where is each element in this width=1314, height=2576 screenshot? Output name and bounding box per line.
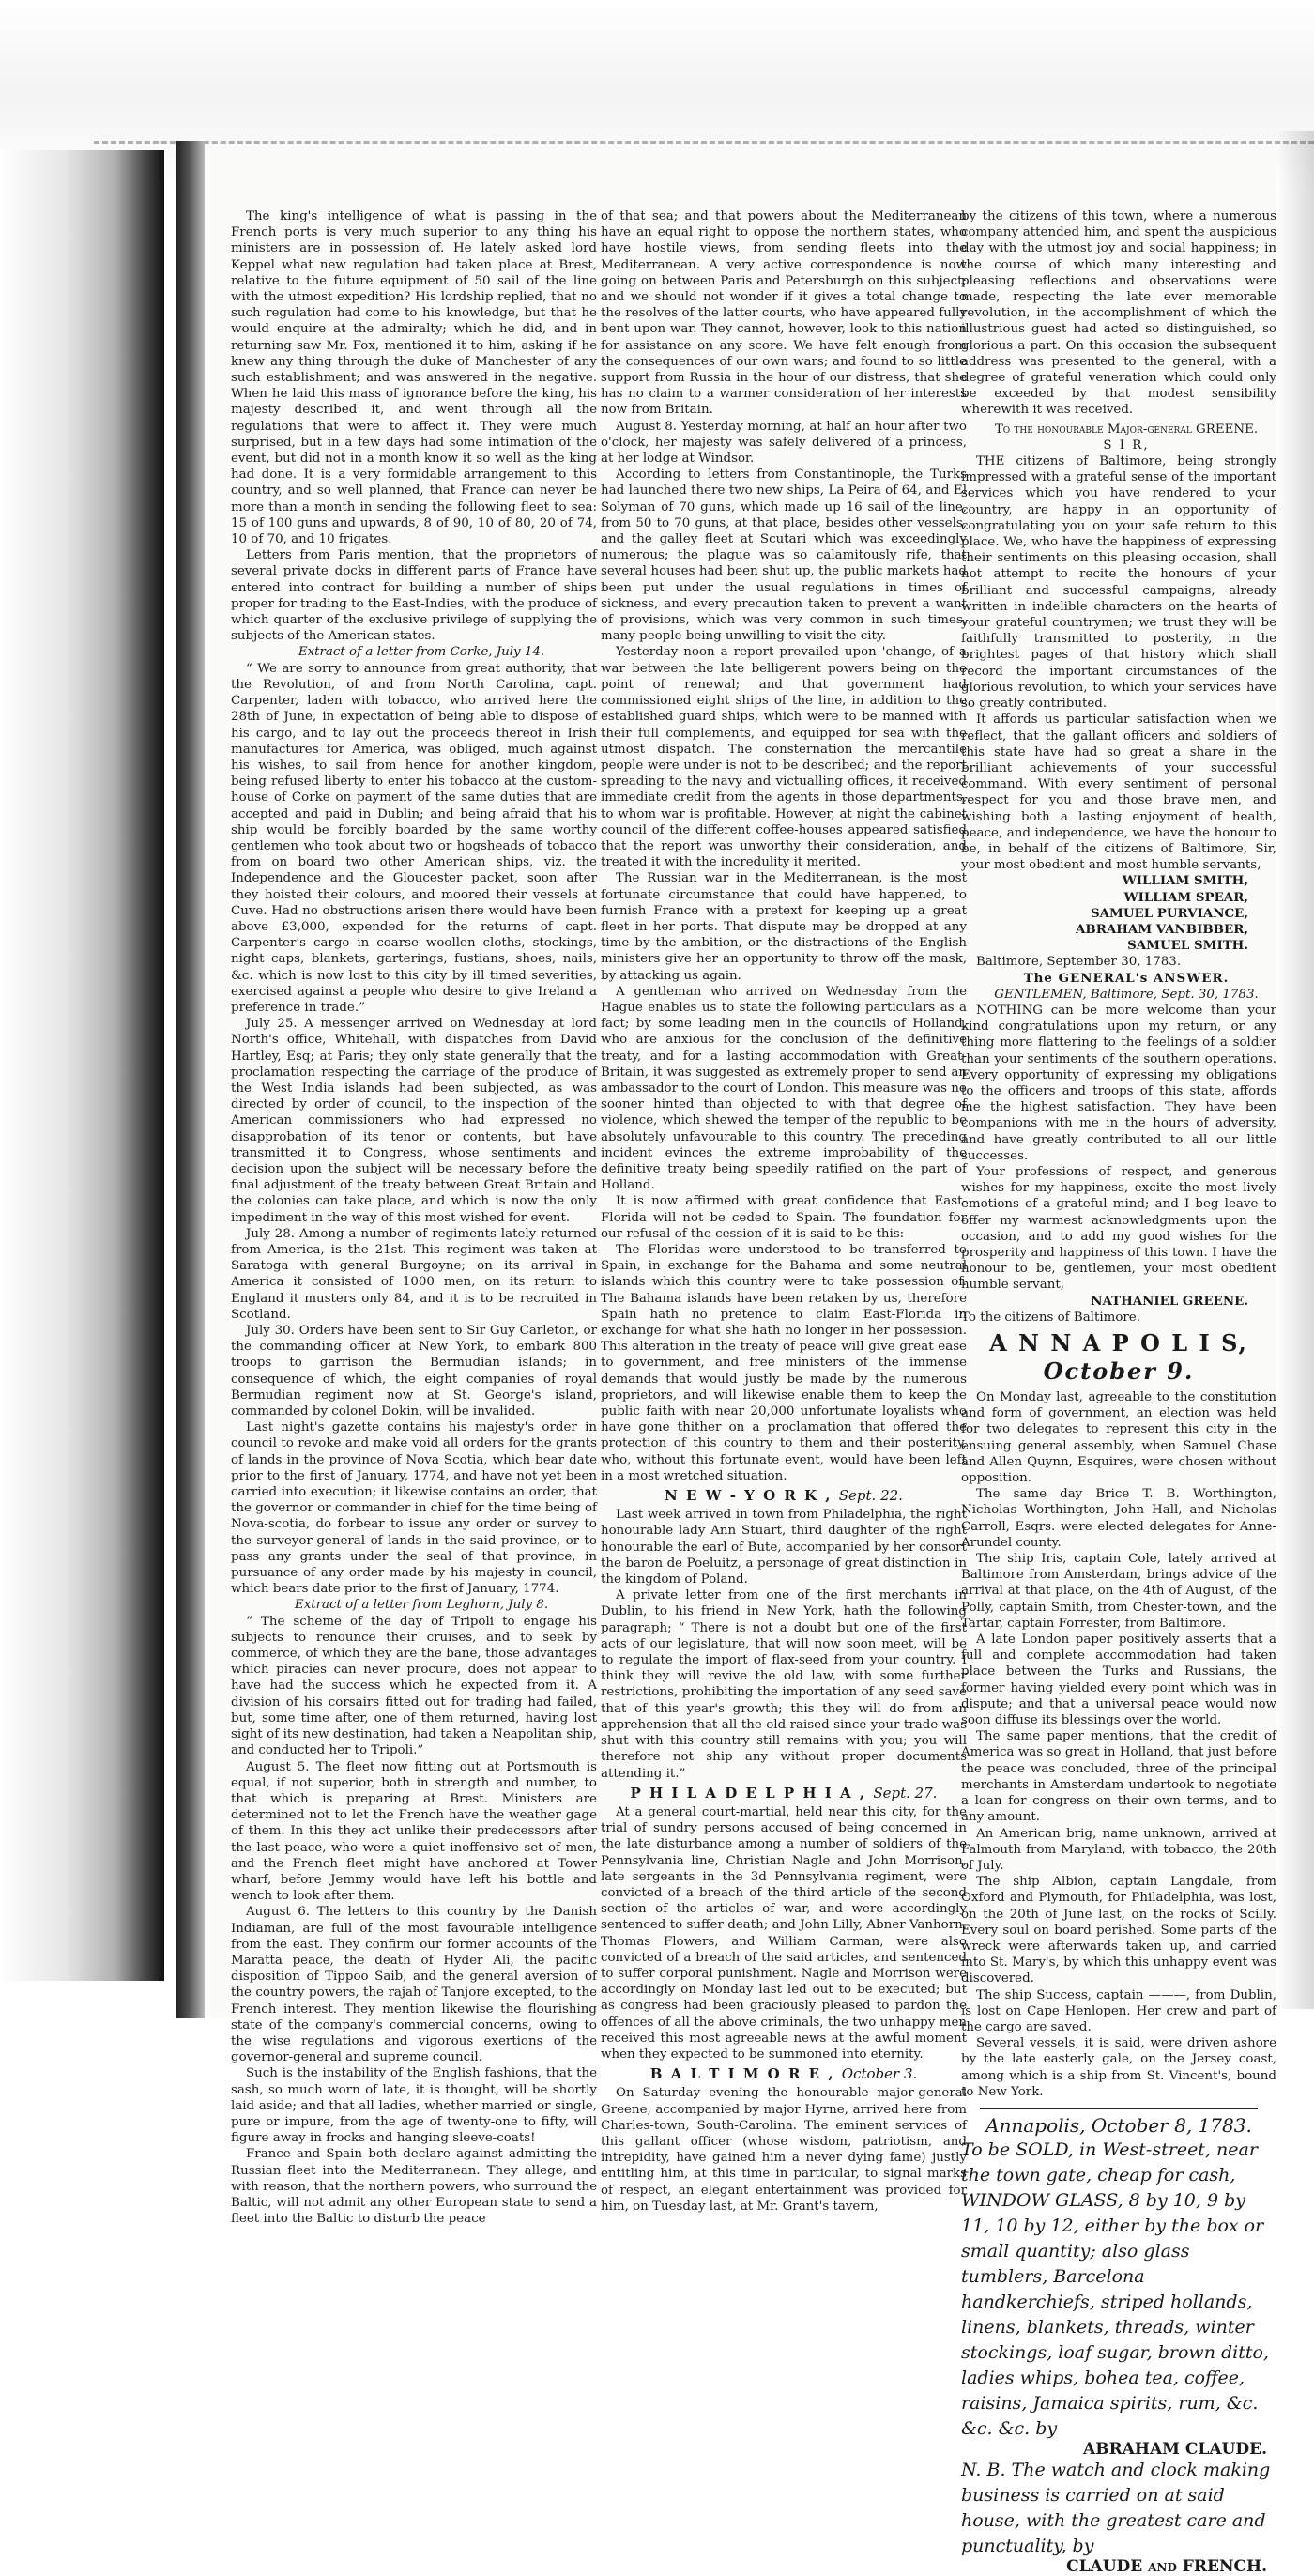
paragraph: Letters from Paris mention, that the proprietors of several private docks in different parts of France have entered into contract for building a number of ships proper for trading to the East-Indies, with the produce of which quarter of the exclusive privilege of supplying the subjects of the American states. [231, 548, 597, 644]
paragraph: July 30. Orders have been sent to Sir Guy Carleton, or the commanding officer at New York, to embark 800 troops to garrison the Bermudian islands; in consequence of which, the eight companies of royal Bermudian regiment now at St. George's island, commanded by colonel Dokin, will be invalided. [231, 1324, 597, 1419]
dateline-heading [601, 1488, 967, 1504]
paragraph: Your professions of respect, and generous wishes for my happiness, excite the most lively emotions of a grateful mind; and I beg leave to offer my warmest acknowledgments upon the occasion, and to add my good wishes for the prosperity and happiness of this town. I have the honour to be, gentlemen, your most obedient humble servant, [961, 1164, 1276, 1293]
paragraph: It affords us particular satisfaction when we reflect, that the gallant officers and soldiers of this state have had so great a share in the brilliant achievements of your successful command. With every sentiment of personal respect for you and those brave men, and wishing both a lasting enjoyment of health, peace, and independence, we have the honour to be, in behalf of the citizens of Baltimore, Sir, your most obedient and most humble servants, [961, 713, 1276, 873]
column-left [231, 208, 597, 2227]
paragraph: The ship Success, captain ———, from Dublin, is lost on Cape Henlopen. Her crew and part of the cargo are saved. [961, 1987, 1276, 2034]
ad-divider [980, 2108, 1258, 2109]
paragraph: THE citizens of Baltimore, being strongly impressed with a grateful sense of the important services which you have rendered to your country, are happy in an opportunity of congratulating you on your safe return to this place. We, who have the happiness of expressing their sentiments on this pleasing occasion, shall not attempt to recite the honours of your brilliant and successful campaigns, already written in indelible characters on the hearts of your grateful countrymen; we trust they will be faithfully transmitted to posterity, in the brightest pages of that history which shall record the important circumstances of the glorious revolution, to which your services have so greatly contributed. [961, 454, 1276, 712]
advertisement [961, 2108, 1276, 2575]
page-right-edge [1276, 131, 1314, 2009]
dateline-date: October 9. [1043, 1357, 1195, 1386]
dateline-date: Sept. 27. [873, 1784, 938, 1802]
ad-headline: To be SOLD, in West-street, near the town gate, cheap for cash, [961, 2139, 1258, 2185]
paragraph: August 6. The letters to this country by the Danish Indiaman, are full of the most favourable intelligence from the east. They confirm our former accounts of the Maratta peace, the death of Hyder Ali, the pacific disposition of Tippoo Saib, and the general aversion of the country powers, the rajah of Tanjore excepted, to the French interest. They mention likewise the flourishing state of the company's commercial concerns, owing to the wise regulations and vigorous exertions of the governor-general and supreme council. [231, 1905, 597, 2065]
dateline-heading [601, 2066, 967, 2082]
paragraph: August 8. Yesterday morning, at half an hour after two o'clock, her majesty was safely delivered of a princess, at her lodge at Windsor. [601, 419, 967, 467]
ad-date: Annapolis, October 8, 1783. [986, 2113, 1252, 2137]
ad-signature: ABRAHAM CLAUDE. [1083, 2439, 1267, 2459]
paragraph: “ The scheme of the day of Tripoli to engage his subjects to renounce their cruises, and to seek by commerce, of which they are the bane, those advantages which piracies can never procure, does not appear to have had the success which he expected from it. A division of his corsairs fitted out for trading had failed, but, some time after, one of them returned, having lost sight of its new destination, had taken a Neapolitan ship, and conducted her to Tripoli.” [231, 1614, 597, 1758]
paragraph: The same day Brice T. B. Worthington, Nicholas Worthington, John Hall, and Nicholas Carroll, Esqrs. were elected delegates for Anne-Arundel county. [961, 1487, 1276, 1550]
paragraph: The ship Iris, captain Cole, lately arrived at Baltimore from Amsterdam, brings advice of the arrival at that place, on the 4th of August, of the Polly, captain Smith, from Chester-town, and the Tartar, captain Forrester, from Baltimore. [961, 1552, 1276, 1631]
salutation: S I R, [1103, 437, 1150, 452]
paragraph: France and Spain both declare against admitting the Russian fleet into the Mediterranean. They allege, and with reason, that the northern powers, who surround the Baltic, will not admit any other European state to send a fleet into the Baltic to disturb the peace [231, 2147, 597, 2227]
address-date: Baltimore, September 30, 1783. [976, 955, 1182, 970]
column-right [961, 208, 1276, 2576]
signature: ABRAHAM VANBIBBER, [1076, 921, 1248, 937]
paragraph: On Saturday evening the honourable major-general Greene, accompanied by major Hyrne, arrived here from Charles-town, South-Carolina. The eminent services of this gallant officer (whose wisdom, patriotism, and intrepidity, have gained him a never dying fame) justly entitling him, at this time in particular, to signal marks of respect, an elegant entertainment was provided for him, on Tuesday last, at Mr. Grant's tavern, [601, 2086, 967, 2214]
ad-signature: CLAUDE and FRENCH. [1066, 2557, 1267, 2576]
book-gutter [176, 141, 205, 2018]
paragraph: July 25. A messenger arrived on Wednesday at lord North's office, Whitehall, with dispatches from David Hartley, Esq; at Paris; they only state generally that the proclamation respecting the carriage of the produce of the West India islands had been subjected, as was directed by order of council, to the inspection of the American commissioners who had expressed no disapprobation of its tenor or contents, but have transmitted it to Congress, whose sentiments and decision upon the subject will be necessary before the final adjustment of the treaty between Great Britain and the colonies can take place, and which is now the only impediment in the way of this most wished for event. [231, 1017, 597, 1225]
extract-heading: Extract of a letter from Leghorn, July 8. [294, 1598, 549, 1613]
dateline-date: October 3. [841, 2065, 918, 2083]
dateline-heading [601, 1786, 967, 1802]
paragraph: The king's intelligence of what is passing in the French ports is very much superior to any thing his ministers are in possession of. He lately asked lord Keppel what new regulation had taken place at Brest, relative to the future equipment of 50 sail of the line with the utmost expedition? His lordship replied, that no such regulation had come to his knowledge, but that he would enquire at the admiralty; which he did, and in returning saw Mr. Fox, mentioned it to him, asking if he knew any thing through the duke of Manchester of any such establishment; and was answered in the negative. When he laid this mass of ignorance before the king, his majesty described it, and went through all the regulations that were to affect it. They were much surprised, but in a few days had some intimation of the event, but did not in a month know it so well as the king had done. It is a very formidable arrangement to this country, and so well planned, that France can never be more than a month in sending the following fleet to sea: 15 of 100 guns and upwards, 8 of 90, 10 of 80, 20 of 74, 10 of 70, and 10 frigates. [231, 209, 597, 547]
signature: SAMUEL PURVIANCE, [1090, 905, 1248, 921]
dateline-date: Sept. 22. [838, 1487, 903, 1505]
scan-dashed-artifact [94, 141, 1314, 144]
column-middle [601, 208, 967, 2214]
paragraph: At a general court-martial, held near this city, for the trial of sundry persons accused of being concerned in the late disturbance among a number of soldiers of the Pennsylvania line, Christian Nagle and John Morrison, late sergeants in the 3d Pennsylvania regiment, were convicted of a breach of the third article of the second section of the articles of war, and were accordingly sentenced to suffer death; and John Lilly, Abner Vanhorn, Thomas Flowers, and William Carman, were also convicted of a breach of the said articles, and sentenced to suffer corporal punishment. Nagle and Morrison were accordingly on Monday last led out to be executed; but as congress had been graciously pleased to pardon the offences of all the above criminals, the two unhappy men received this most agreeable news at the awful moment when they expected to be summoned into eternity. [601, 1804, 967, 2062]
paragraph: of that sea; and that powers about the Mediterranean have an equal right to oppose the northern states, who have hostile views, from sending fleets into the Mediterranean. A very active correspondence is now going on between Paris and Petersburgh on this subject; and we should not wonder if it gives a total change to the resolves of the latter courts, who have appeared fully bent upon war. They cannot, however, look to this nation for assistance on any score. We have felt enough from the consequences of our own wars; and found to so little support from Russia in the hour of our distress, that she has no claim to a warmer consideration of her interests now from Britain. [601, 209, 967, 418]
ad-notabene: N. B. The watch and clock making business is carried on at said house, with the greatest care and punctuality, by [961, 2460, 1271, 2557]
address-heading: To the honourable Major-general GREENE. [994, 422, 1259, 437]
paragraph: The Floridas were understood to be transferred to Spain, in exchange for the Bahama and some neutral islands which this country were to take possession of. The Bahama islands have been retaken by us, therefore Spain hath no pretence to claim East-Florida in exchange for what she hath no longer in her possession. This alteration in the treaty of peace will give great ease to government, and free ministers of the immense demands that would justly be made by the numerous proprietors, and will likewise enable them to keep the public faith with near 20,000 unfortunate loyalists who have gone thither on a proclamation that offered the protection of this country to them and their posterity, who, without this fortunate event, would have been left in a most wretched situation. [601, 1243, 967, 1483]
paragraph: “ We are sorry to announce from great authority, that the Revolution, of and from North Carolina, capt. Carpenter, laden with tobacco, who arrived here the 28th of June, in expectation of being able to dispose of his cargo, and to lay out the proceeds thereof in Irish manufactures for America, was obliged, much against his wishes, to sail from hence for another kingdom, being refused liberty to enter his tobacco at the custom-house of Corke on payment of the same duties that are accepted and paid in Dublin; and being afraid that his ship would be forcibly boarded by the same worthy gentlemen who took about two or hogsheads of tobacco from on board two other American ships, viz. the Independence and the Gloucester packet, soon after they hoisted their colours, and moored their vessels at Cuve. Had no obstructions arisen there would have been above £3,000, expended for the returns of capt. Carpenter's cargo in coarse woollen cloths, stockings, night caps, blankets, garterings, fustians, shoes, nails, &c. which is now lost to this city by ill timed severities, exercised against a people who desire to give Ireland a preference in trade.” [231, 661, 597, 1015]
answer-heading: The GENERAL's ANSWER. [1023, 970, 1230, 986]
paragraph: The same paper mentions, that the credit of America was so great in Holland, that just before the peace was concluded, three of the principal merchants in Amsterdam undertook to negotiate a loan for congress on their own terms, and to any amount. [961, 1729, 1276, 1825]
paragraph: The ship Albion, captain Langdale, from Oxford and Plymouth, for Philadelphia, was lost, on the 20th of June last, on the rocks of Scilly. Every soul on board perished. Some parts of the wreck were afterwards taken up, and carried into St. Mary's, by which this unhappy event was discovered. [961, 1875, 1276, 1986]
paragraph: August 5. The fleet now fitting out at Portsmouth is equal, if not superior, both in strength and number, to that which is preparing at Brest. Ministers are determined not to let the French have the weather gage of them. In this they act unlike their predecessors after the last peace, who were a quiet inoffensive set of men, and the French fleet might have anchored at Tower wharf, before Jemmy would have left his bottle and wench to look after them. [231, 1759, 597, 1904]
dateline-place: A N N A P O L I S, [989, 1329, 1248, 1357]
paragraph: The Russian war in the Mediterranean, is the most fortunate circumstance that could have happened, to furnish France with a pretext for keeping up a great fleet in her ports. That dispute may be dropped at any time by the ambition, or the distractions of the English ministers give her an opportunity to throw off the mask, by attacking us again. [601, 871, 967, 983]
answer-salutation: GENTLEMEN, Baltimore, Sept. 30, 1783. [994, 987, 1259, 1002]
paragraph: A gentleman who arrived on Wednesday from the Hague enables us to state the following particulars as a fact; by some leading men in the councils of Holland, who are anxious for the conclusion of the definitive treaty, and for a lasting accommodation with Great-Britain, it was suggested as extremely proper to send an ambassador to the court of London. This measure was no sooner hinted than objected to with that degree of violence, which shewed the temper of the republic to be absolutely unfavourable to this country. The preceding incident evinces the extreme improbability of the definitive treaty being speedily ratified on the part of Holland. [601, 984, 967, 1193]
paragraph: According to letters from Constantinople, the Turks had launched there two new ships, La Peira of 64, and El Solyman of 70 guns, which made up 16 sail of the line, from 50 to 70 guns, at that place, besides other vessels, and the galley fleet at Scutari which was exceedingly numerous; the plague was so calamitously rife, that several houses had been shut up, the public markets had been put under the usual regulations in times of sickness, and every precaution taken to prevent a want of provisions, which was very common in such times, many people being unwilling to visit the city. [601, 468, 967, 644]
paragraph: Last week arrived in town from Philadelphia, the right honourable lady Ann Stuart, third daughter of the right honourable the earl of Bute, accompanied by her consort the baron de Poeluitz, a personage of great distinction in the kingdom of Poland. [601, 1508, 967, 1587]
book-binding-shadow [0, 150, 164, 1981]
signature: SAMUEL SMITH. [1127, 938, 1248, 954]
paragraph: On Monday last, agreeable to the constitution and form of government, an election was held for two delegates to represent this city in the ensuing general assembly, when Samuel Chase and Allen Quynn, Esquires, were chosen without opposition. [961, 1390, 1276, 1486]
paragraph: by the citizens of this town, where a numerous company attended him, and spent the auspicious day with the utmost joy and social happiness; in the course of which many interesting and pleasing reflections and observations were made, respecting the late ever memorable revolution, in the accomplishment of which the illustrious guest had acted so distinguished, so glorious a part. On this occasion the subsequent address was presented to the general, with a degree of grateful veneration which could only be exceeded by that modest sensibility wherewith it was received. [961, 209, 1276, 418]
paragraph: NOTHING can be more welcome than your kind congratulations upon my return, or any thing more flattering to the feelings of a soldier than your sentiments of the southern operations. Every opportunity of expressing my obligations to the officers and troops of this state, affords me the highest satisfaction. They have been companions with me in the hours of adversity, and have greatly contributed to all our little successes. [961, 1003, 1276, 1163]
paragraph: Yesterday noon a report prevailed upon 'change, of a war between the late belligerent powers being on the point of renewal; and that government had commissioned eight ships of the line, in addition to the established guard ships, which were to be manned with their full complements, and equipped for sea with the utmost dispatch. The consternation the mercantile people were under is not to be described; and the report spreading to the navy and victualling offices, it received immediate credit from the agents in those departments, to whom war is profitable. However, at night the cabinet council of the different coffee-houses appeared satisfied that the report was unworthy their consideration, and treated it with the incredulity it merited. [601, 645, 967, 870]
paragraph: An American brig, name unknown, arrived at Falmouth from Maryland, with tobacco, the 20th of July. [961, 1826, 1276, 1873]
paragraph: Several vessels, it is said, were driven ashore by the late easterly gale, on the Jersey coast, among which is a ship from St. Vincent's, bound to New York. [961, 2036, 1276, 2099]
paragraph: It is now affirmed with great confidence that East-Florida will not be ceded to Spain. The foundation for our refusal of the cession of it is said to be this: [601, 1194, 967, 1241]
extract-heading: Extract of a letter from Corke, July 14. [298, 645, 545, 660]
dateline-place: N E W - Y O R K , [665, 1487, 833, 1505]
paragraph: July 28. Among a number of regiments lately returned from America, is the 21st. This regiment was taken at Saratoga with general Burgoyne; on its arrival in America it consisted of 1000 men, on its return to England it musters only 84, and it is to be recruited in Scotland. [231, 1226, 597, 1322]
paragraph: Such is the instability of the English fashions, that the sash, so much worn of late, it is thought, will be shortly laid aside; and that all ladies, whether married or single, pure or impure, from the age of twenty-one to fifty, will figure away in frocks and hanging sleeve-coats! [231, 2066, 597, 2146]
dateline-place: P H I L A D E L P H I A , [630, 1784, 867, 1802]
answer-recipient: To the citizens of Baltimore. [961, 1310, 1140, 1325]
ad-items: WINDOW GLASS, 8 by 10, 9 by 11, 10 by 12, either by the box or small quantity; also glass tumblers, Barcelona handkerchiefs, striped hollands, linens, blankets, threads, winter stockings, loaf sugar, brown ditto, ladies whips, bohea tea, coffee, raisins, Jamaica spirits, rum, &c. &c. &c. by [961, 2189, 1269, 2439]
paragraph: A private letter from one of the first merchants in Dublin, to his friend in New York, hath the following paragraph; “ There is not a doubt but one of the first acts of our legislature, that will now soon meet, will be to regulate the import of flax-seed from your country. I think they will revive the old law, with some further restrictions, prohibiting the importation of any seed save that of this year's growth; this they will do from an apprehension that all the old raised since your trade was shut with this country still remains with you; you will therefore not ship any without proper documents attending it.” [601, 1588, 967, 1781]
dateline-heading [961, 1329, 1276, 1386]
signature: NATHANIEL GREENE. [1091, 1293, 1248, 1309]
dateline-place: B A L T I M O R E , [649, 2065, 835, 2083]
signature: WILLIAM SPEAR, [1123, 889, 1248, 905]
signature: WILLIAM SMITH, [1122, 873, 1248, 889]
paragraph: Last night's gazette contains his majesty's order in council to revoke and make void all orders for the grants of lands in the province of Nova Scotia, which bear date prior to the first of January, 1774, and have not yet been carried into execution; it likewise contains an order, that the governor or commander in chief for the time being of Nova-scotia, do forbear to issue any order or survey to the surveyor-general of lands in the said province, or to pass any grants under the seal of that province, in pursuance of any order made by his majesty in council, which bears date prior to the first of January, 1774. [231, 1420, 597, 1597]
paragraph: A late London paper positively asserts that a full and complete accommodation had taken place between the Turks and Russians, the former having yielded every point which was in dispute; and that a universal peace would now soon diffuse its blessings over the world. [961, 1633, 1276, 1728]
